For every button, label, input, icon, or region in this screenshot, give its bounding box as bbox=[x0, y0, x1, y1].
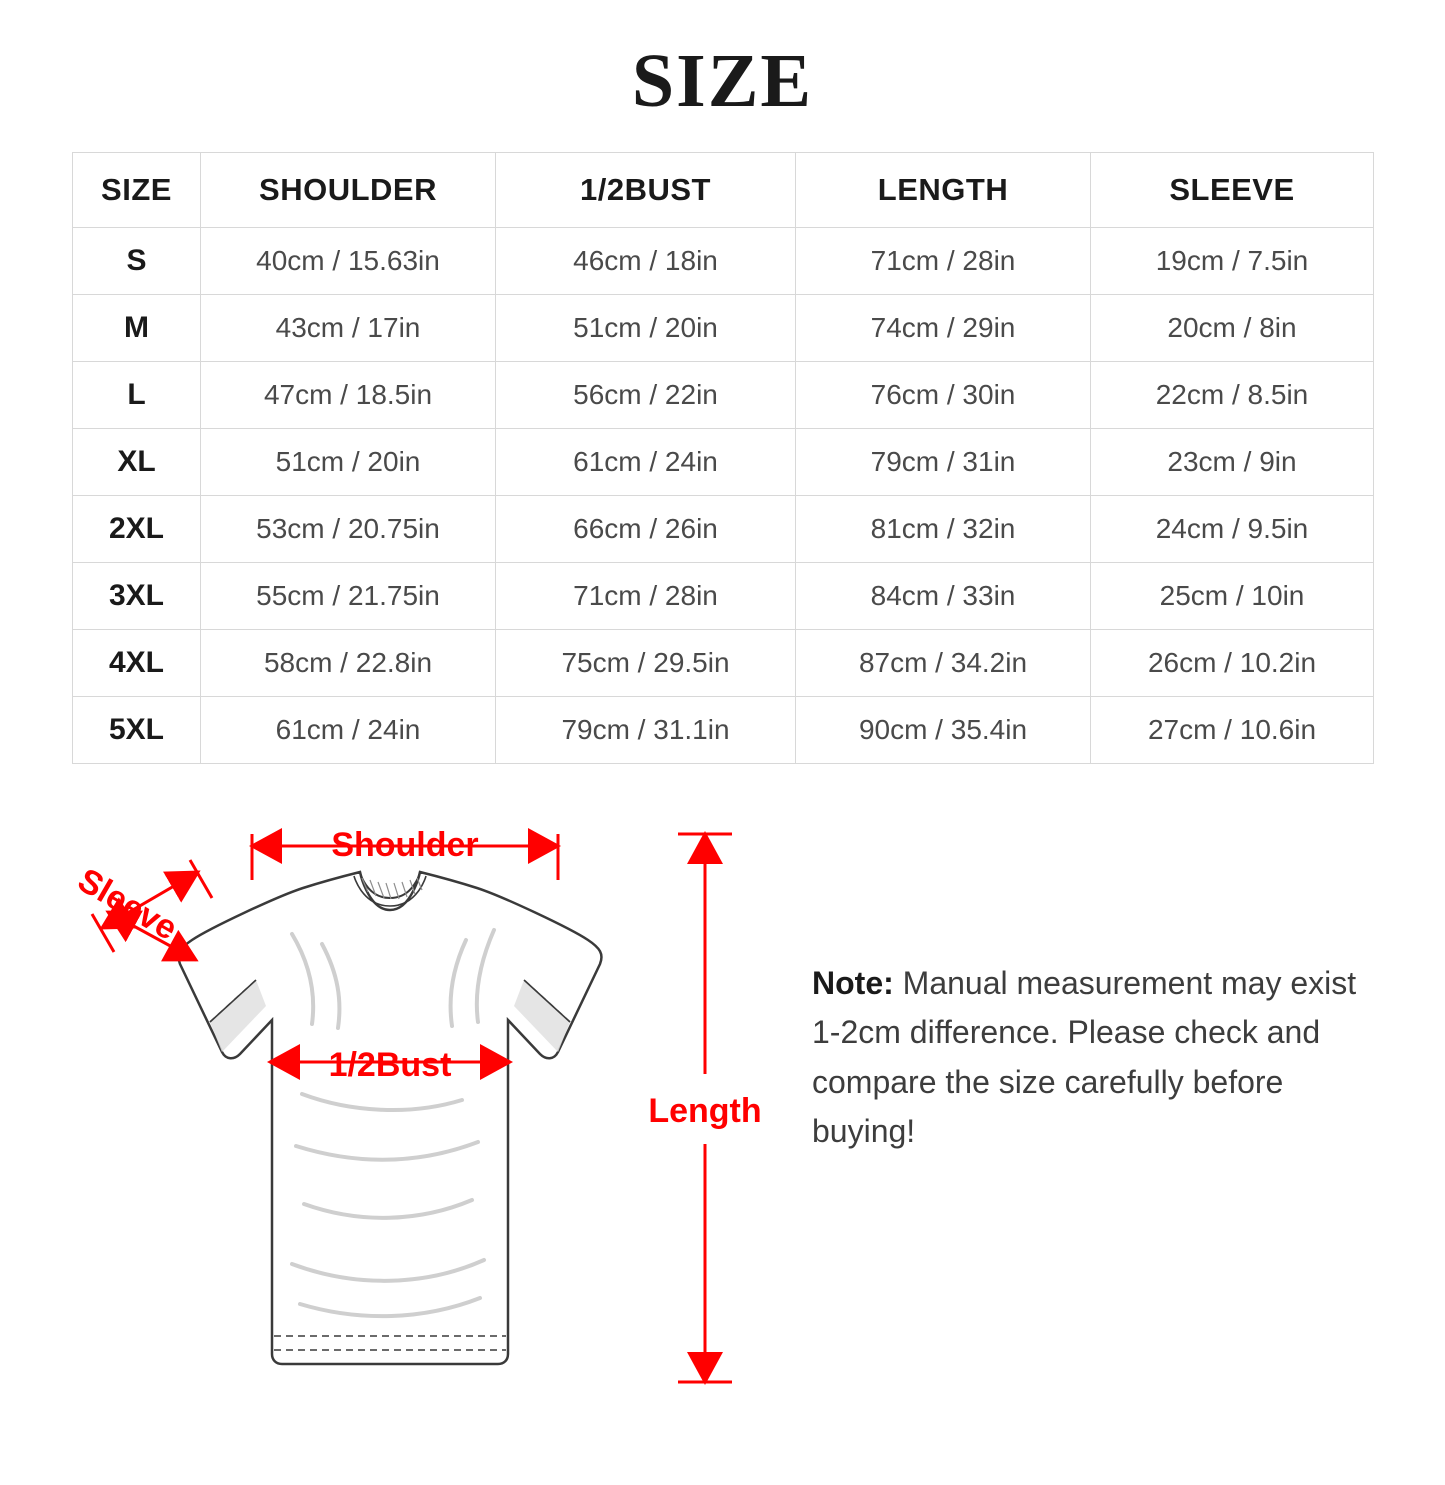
note-block bbox=[812, 959, 1392, 1157]
cell-size: S bbox=[73, 227, 201, 294]
column-header-length: LENGTH bbox=[796, 152, 1091, 227]
cell-size: 5XL bbox=[73, 696, 201, 763]
tshirt-outline bbox=[179, 872, 602, 1364]
cell-shoulder: 40cm / 15.63in bbox=[201, 227, 496, 294]
cell-size: 3XL bbox=[73, 562, 201, 629]
cell-shoulder: 58cm / 22.8in bbox=[201, 629, 496, 696]
table-row bbox=[73, 562, 1374, 629]
cell-bust: 61cm / 24in bbox=[496, 428, 796, 495]
column-header-size: SIZE bbox=[73, 152, 201, 227]
table-row bbox=[73, 696, 1374, 763]
cell-length: 71cm / 28in bbox=[796, 227, 1091, 294]
cell-shoulder: 51cm / 20in bbox=[201, 428, 496, 495]
size-chart-table bbox=[72, 152, 1374, 764]
cell-shoulder: 61cm / 24in bbox=[201, 696, 496, 763]
table-row bbox=[73, 294, 1374, 361]
cell-length: 76cm / 30in bbox=[796, 361, 1091, 428]
cell-length: 84cm / 33in bbox=[796, 562, 1091, 629]
column-header-shoulder: SHOULDER bbox=[201, 152, 496, 227]
cell-length: 74cm / 29in bbox=[796, 294, 1091, 361]
size-chart-container bbox=[72, 152, 1373, 764]
cell-bust: 75cm / 29.5in bbox=[496, 629, 796, 696]
cell-shoulder: 53cm / 20.75in bbox=[201, 495, 496, 562]
measurement-diagram bbox=[0, 794, 1445, 1454]
cell-bust: 79cm / 31.1in bbox=[496, 696, 796, 763]
cell-sleeve: 26cm / 10.2in bbox=[1091, 629, 1374, 696]
table-row bbox=[73, 495, 1374, 562]
table-row bbox=[73, 428, 1374, 495]
cell-length: 81cm / 32in bbox=[796, 495, 1091, 562]
column-header-sleeve: SLEEVE bbox=[1091, 152, 1374, 227]
cell-sleeve: 23cm / 9in bbox=[1091, 428, 1374, 495]
shoulder-label: Shoulder bbox=[331, 825, 479, 864]
cell-size: L bbox=[73, 361, 201, 428]
cell-sleeve: 27cm / 10.6in bbox=[1091, 696, 1374, 763]
table-header-row bbox=[73, 152, 1374, 227]
cell-size: 4XL bbox=[73, 629, 201, 696]
table-row bbox=[73, 629, 1374, 696]
note-text: Manual measurement may exist 1-2cm difference. Please check and compare the size carefully before buying! bbox=[812, 964, 1357, 1150]
cell-bust: 56cm / 22in bbox=[496, 361, 796, 428]
cell-length: 87cm / 34.2in bbox=[796, 629, 1091, 696]
cell-sleeve: 20cm / 8in bbox=[1091, 294, 1374, 361]
cell-sleeve: 24cm / 9.5in bbox=[1091, 495, 1374, 562]
cell-length: 79cm / 31in bbox=[796, 428, 1091, 495]
tshirt-diagram-svg bbox=[60, 794, 820, 1434]
cell-length: 90cm / 35.4in bbox=[796, 696, 1091, 763]
cell-bust: 66cm / 26in bbox=[496, 495, 796, 562]
cell-bust: 51cm / 20in bbox=[496, 294, 796, 361]
cell-bust: 46cm / 18in bbox=[496, 227, 796, 294]
cell-shoulder: 55cm / 21.75in bbox=[201, 562, 496, 629]
cell-bust: 71cm / 28in bbox=[496, 562, 796, 629]
column-header-bust: 1/2BUST bbox=[496, 152, 796, 227]
note-label: Note: bbox=[812, 964, 894, 1001]
sleeve-label: Sleeve bbox=[71, 860, 184, 948]
table-row bbox=[73, 227, 1374, 294]
cell-sleeve: 22cm / 8.5in bbox=[1091, 361, 1374, 428]
cell-size: XL bbox=[73, 428, 201, 495]
length-label: Length bbox=[648, 1091, 762, 1130]
cell-size: 2XL bbox=[73, 495, 201, 562]
table-row bbox=[73, 361, 1374, 428]
cell-sleeve: 19cm / 7.5in bbox=[1091, 227, 1374, 294]
page-title: SIZE bbox=[631, 39, 814, 123]
cell-size: M bbox=[73, 294, 201, 361]
cell-shoulder: 47cm / 18.5in bbox=[201, 361, 496, 428]
cell-sleeve: 25cm / 10in bbox=[1091, 562, 1374, 629]
cell-shoulder: 43cm / 17in bbox=[201, 294, 496, 361]
bust-label: 1/2Bust bbox=[328, 1045, 452, 1084]
